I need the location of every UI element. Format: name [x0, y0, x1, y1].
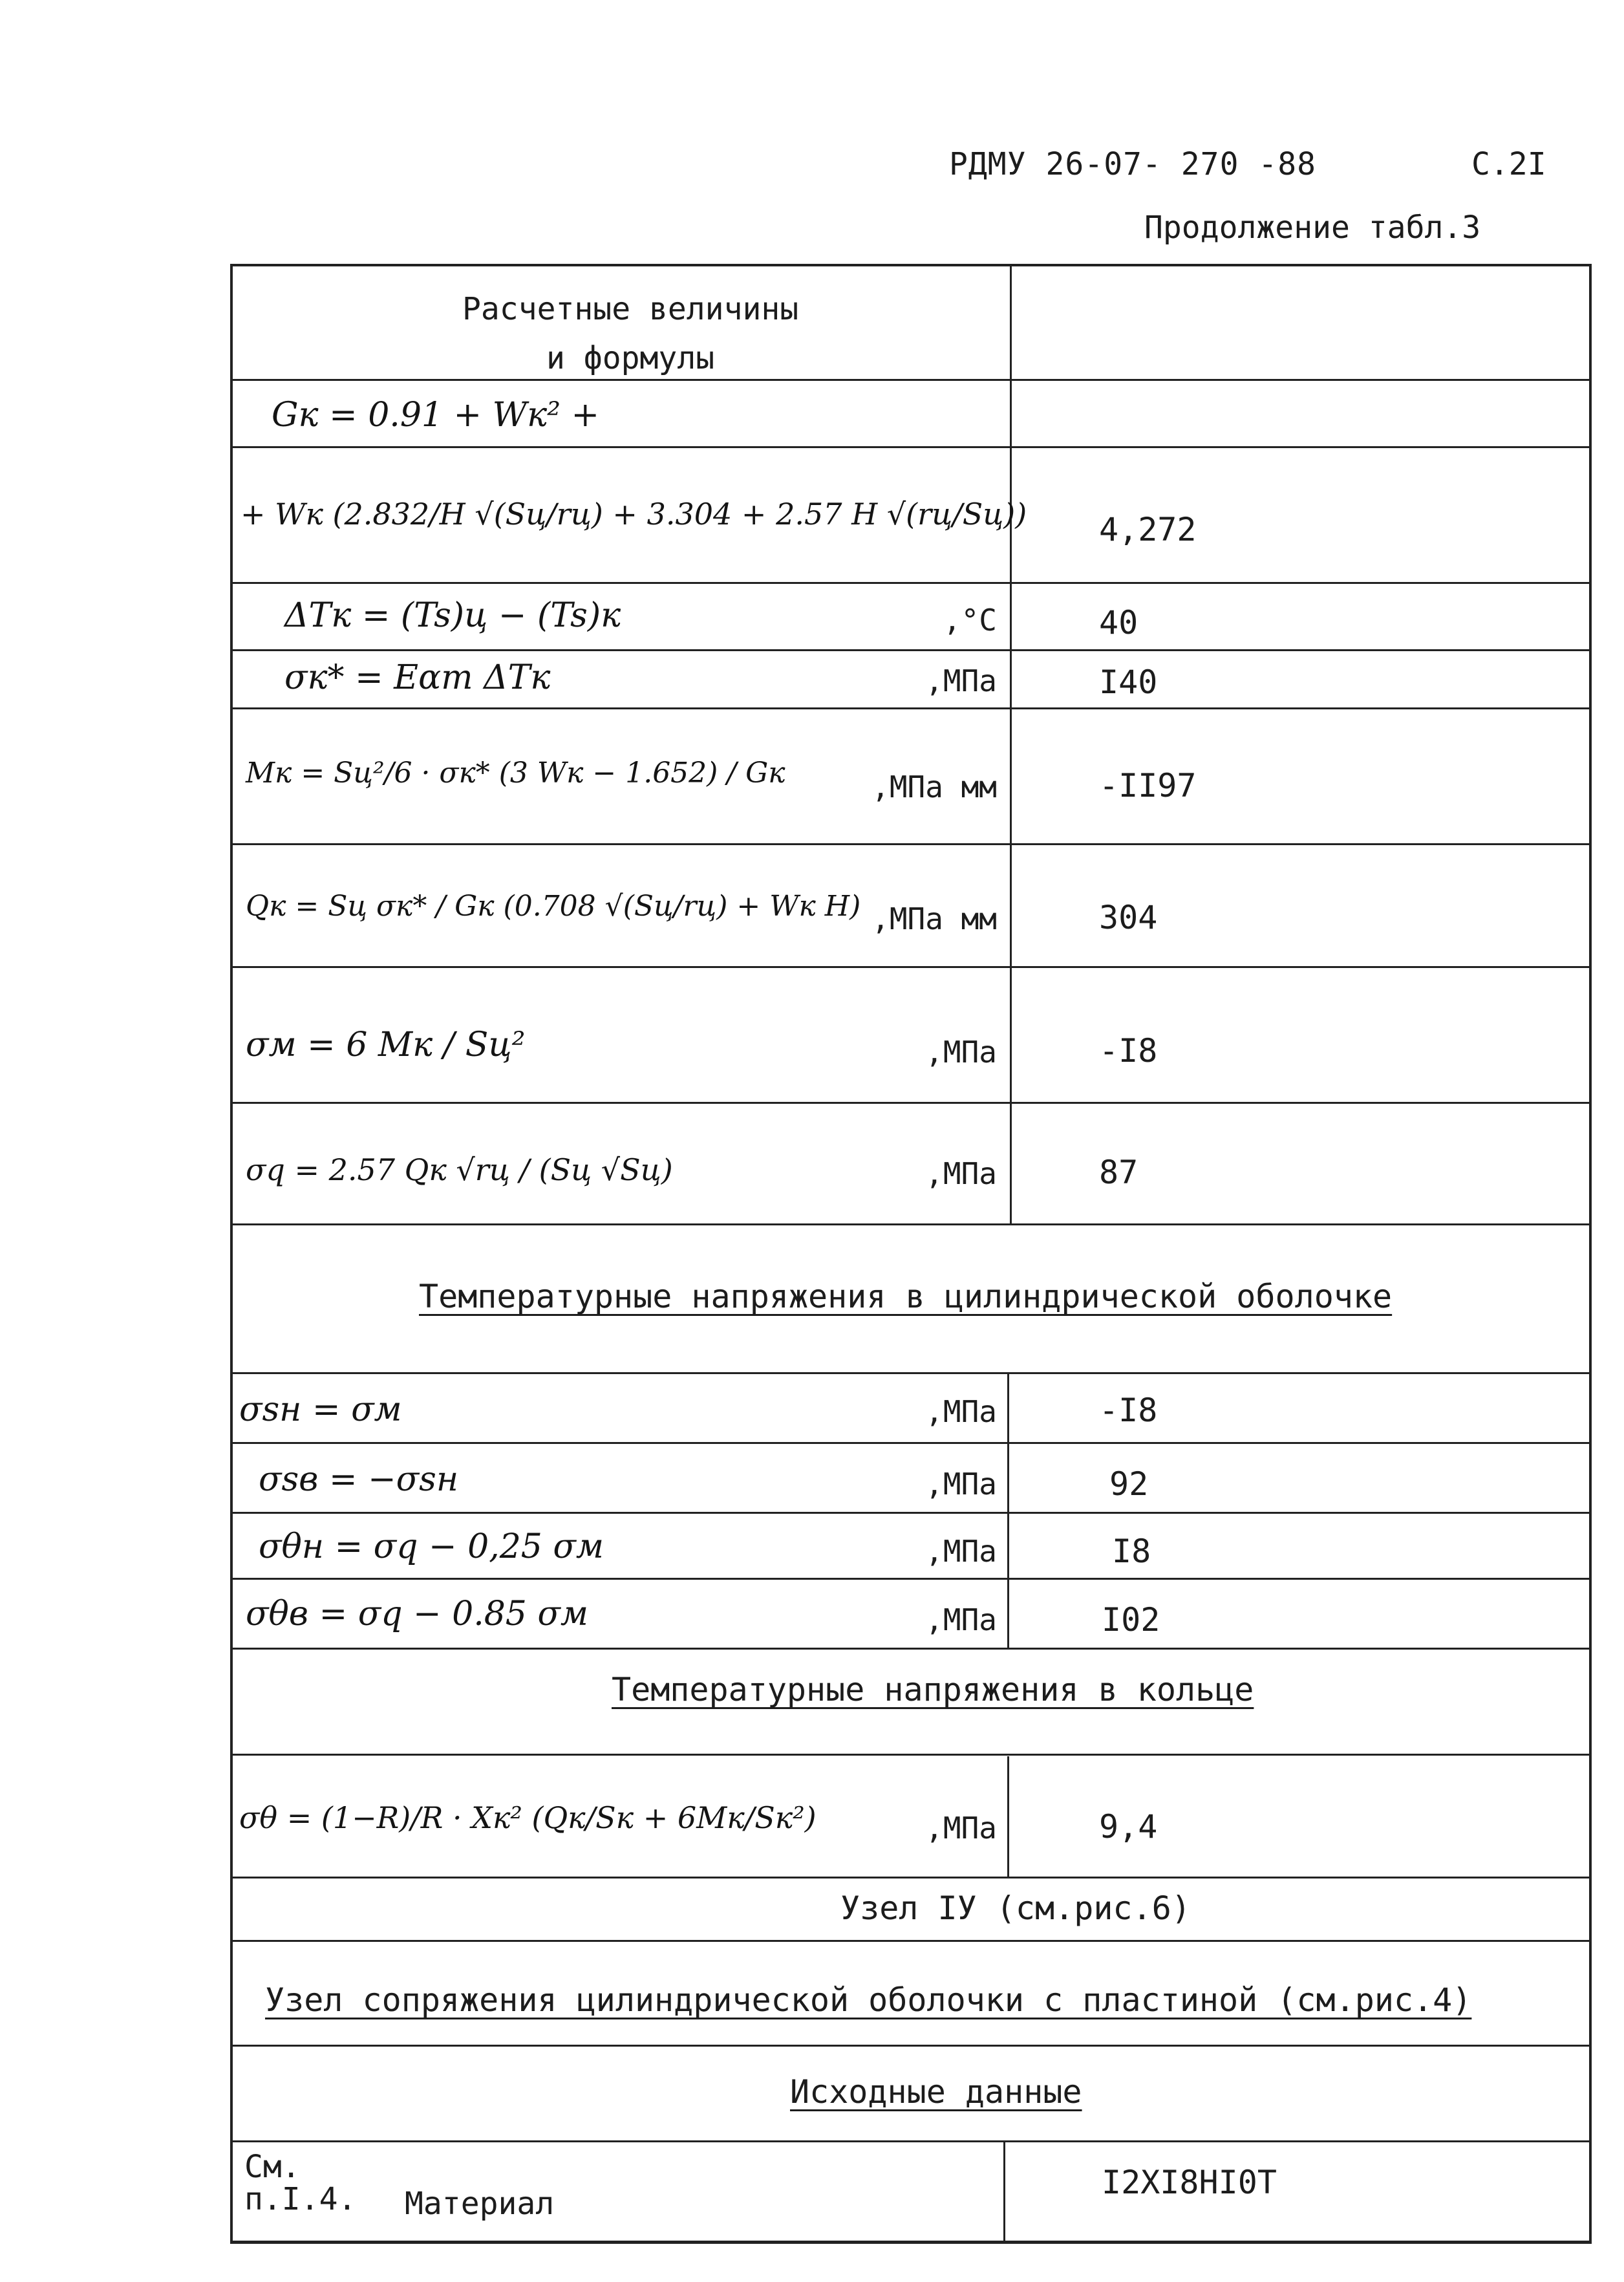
formula-sigma-sh: σsн = σм — [239, 1390, 402, 1429]
formula-sigma-theta-h: σθн = σq − 0,25 σм — [259, 1527, 604, 1566]
unit-mpa: ,МПа — [925, 663, 997, 698]
value-gk: 4,272 — [1099, 511, 1197, 548]
reference-line-2: п.I.4. — [244, 2181, 357, 2217]
value-sigma-m: -I8 — [1099, 1032, 1158, 1070]
unit-mpa: ,МПа — [925, 1602, 997, 1637]
formula-sigma-k-star: σк* = Eαт ΔTк — [284, 658, 551, 697]
row-rule — [230, 1223, 1592, 1225]
column-divider-last — [1003, 2142, 1005, 2244]
section-title-initial-data: Исходные данные — [790, 2073, 1082, 2111]
row-rule — [230, 966, 1592, 968]
table-continuation-label: Продолжение табл.3 — [1144, 210, 1481, 246]
value-sigma-k-star: I40 — [1099, 663, 1158, 701]
formula-gk-part1: Gк = 0.91 + Wк² + — [272, 396, 600, 435]
formula-mk: Mк = Sц²/6 · σк* (3 Wк − 1.652) / Gк — [246, 757, 785, 790]
section-title-ring: Температурные напряжения в кольце — [612, 1671, 1254, 1708]
calculation-table — [230, 264, 1592, 2244]
page-number: С.2I — [1471, 146, 1546, 182]
row-rule — [230, 1754, 1592, 1756]
formula-sigma-theta-v: σθв = σq − 0.85 σм — [246, 1595, 589, 1633]
row-rule — [230, 1442, 1592, 1444]
row-rule — [230, 1877, 1592, 1878]
row-rule — [230, 1512, 1592, 1514]
row-rule — [230, 1940, 1592, 1942]
unit-mpa-mm: ,МПа мм — [871, 770, 997, 804]
row-rule — [230, 1102, 1592, 1104]
row-rule — [230, 1372, 1592, 1374]
reference-label — [244, 2151, 356, 2215]
row-rule — [230, 649, 1592, 651]
row-rule — [230, 2045, 1592, 2047]
row-rule — [230, 1648, 1592, 1650]
value-delta-tk: 40 — [1099, 604, 1138, 641]
column-divider-top — [1010, 264, 1012, 1225]
unit-mpa-mm: ,МПа мм — [871, 901, 997, 936]
unit-mpa: ,МПа — [925, 1035, 997, 1070]
row-rule — [230, 843, 1592, 845]
row-rule — [230, 379, 1592, 381]
formula-delta-tk: ΔTк = (Ts)ц − (Ts)к — [284, 596, 621, 635]
node-label: Узел IУ (см.рис.6) — [840, 1889, 1191, 1927]
column-divider-ring — [1007, 1756, 1009, 1878]
row-rule — [230, 2140, 1592, 2142]
value-mk: -II97 — [1099, 767, 1197, 804]
formula-sigma-m: σм = 6 Mк / Sц² — [246, 1026, 526, 1064]
section-title-node-junction: Узел сопряжения цилиндрической оболочки с пластиной (см.рис.4) — [265, 1981, 1472, 2019]
document-number: РДМУ 26-07- 270 -88 — [949, 146, 1317, 182]
reference-line-1: См. — [244, 2149, 301, 2185]
value-sigma-sh: -I8 — [1099, 1392, 1158, 1429]
value-sigma-theta-h: I8 — [1112, 1533, 1151, 1570]
unit-mpa: ,МПа — [925, 1394, 997, 1429]
section-title-cylinder: Температурные напряжения в цилиндрической оболочке — [419, 1278, 1393, 1315]
formula-sigma-sv: σsв = −σsн — [259, 1460, 459, 1499]
unit-mpa: ,МПа — [925, 1467, 997, 1502]
unit-mpa: ,МПа — [925, 1811, 997, 1846]
value-qk: 304 — [1099, 899, 1158, 936]
formula-sigma-theta-ring: σθ = (1−R)/R · Xк² (Qк/Sк + 6Mк/Sк²) — [239, 1800, 817, 1835]
row-rule — [230, 582, 1592, 584]
material-value: I2XI8HI0T — [1102, 2164, 1277, 2201]
value-sigma-q: 87 — [1099, 1154, 1138, 1191]
formula-sigma-q: σq = 2.57 Qк √rц / (Sц √Sц) — [246, 1152, 673, 1187]
formula-gk-part2: + Wк (2.832/H √(Sц/rц) + 3.304 + 2.57 H √(rц/Sц)) — [240, 497, 1027, 532]
row-rule — [230, 707, 1592, 709]
row-rule — [230, 1578, 1592, 1580]
value-sigma-sv: 92 — [1109, 1465, 1149, 1503]
unit-celsius: ,°C — [943, 603, 997, 638]
formula-qk: Qк = Sц σк* / Gк (0.708 √(Sц/rц) + Wк H) — [246, 890, 861, 923]
row-rule — [230, 446, 1592, 448]
value-sigma-theta-v: I02 — [1102, 1601, 1160, 1639]
value-sigma-theta-ring: 9,4 — [1099, 1808, 1158, 1846]
column-header-formulas: Расчетные величины и формулы — [462, 291, 799, 376]
unit-mpa: ,МПа — [925, 1156, 997, 1191]
material-label: Материал — [405, 2186, 555, 2222]
unit-mpa: ,МПа — [925, 1534, 997, 1569]
